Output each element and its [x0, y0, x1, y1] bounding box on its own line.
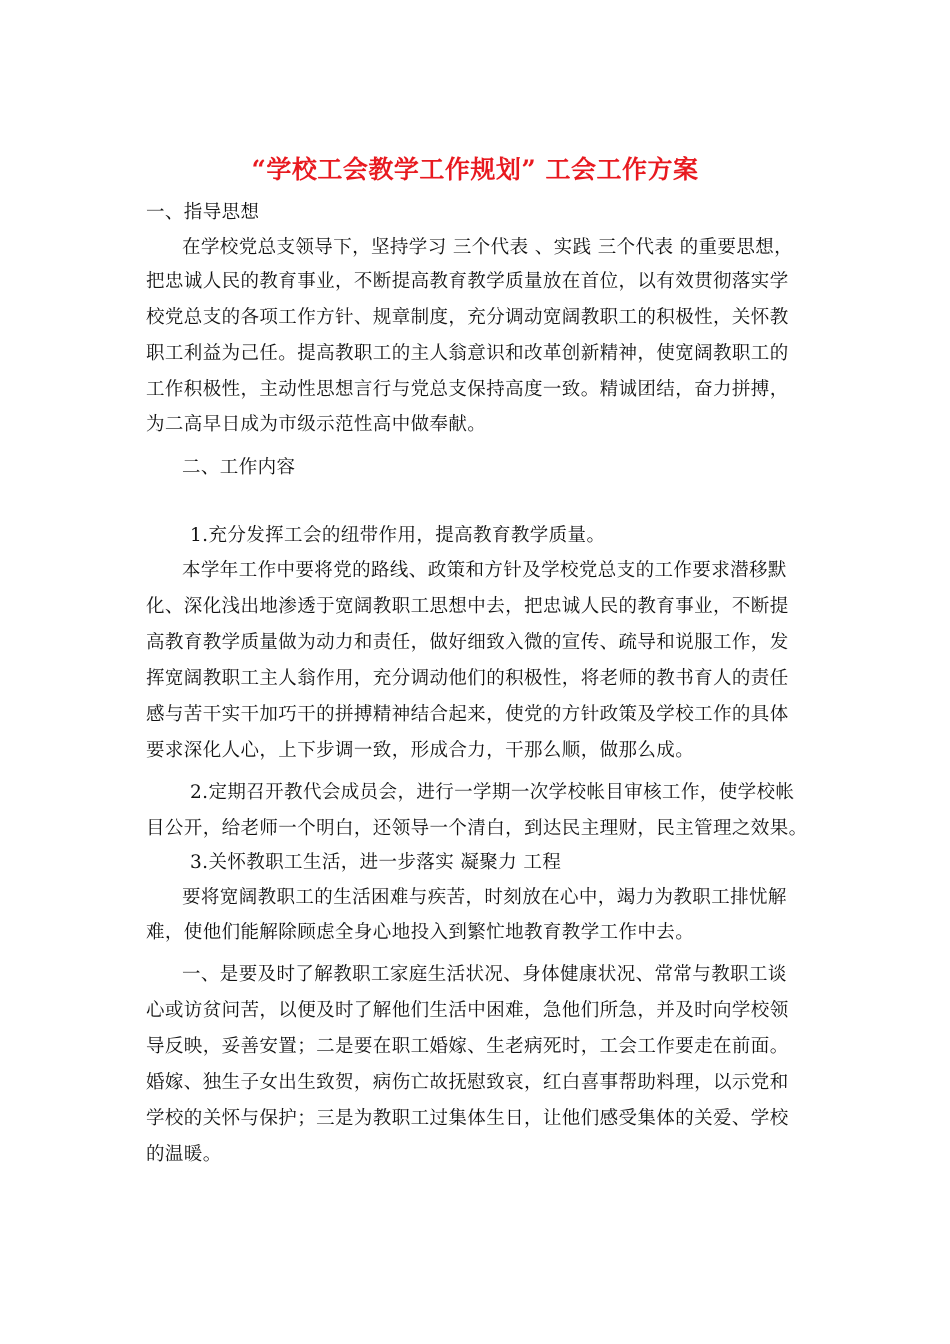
- paragraph-line: 本学年工作中要将党的路线、政策和方针及学校党总支的工作要求潜移默: [182, 560, 787, 581]
- paragraph-line: 心或访贫问苦，以便及时了解他们生活中困难，急他们所急，并及时向学校领: [146, 1000, 789, 1021]
- item-heading-1: 1.充分发挥工会的纽带作用，提高教育教学质量。: [190, 525, 606, 546]
- paragraph-line: 感与苦干实干加巧干的拼搏精神结合起来，使党的方针政策及学校工作的具体: [146, 704, 789, 725]
- paragraph-line: 高教育教学质量做为动力和责任，做好细致入微的宣传、疏导和说服工作，发: [146, 632, 789, 653]
- paragraph-line: 学校的关怀与保护；三是为教职工过集体生日，让他们感受集体的关爱、学校: [146, 1108, 789, 1129]
- paragraph-line: 要求深化人心，上下步调一致，形成合力，干那么顺，做那么成。: [146, 740, 695, 761]
- paragraph-line: 挥宽阔教职工主人翁作用，充分调动他们的积极性，将老师的教书育人的责任: [146, 668, 789, 689]
- item-heading-2: 2.定期召开教代会成员会，进行一学期一次学校帐目审核工作，使学校帐: [190, 782, 795, 803]
- paragraph-line: 的温暖。: [146, 1144, 222, 1165]
- paragraph-line: 把忠诚人民的教育事业，不断提高教育教学质量放在首位，以有效贯彻落实学: [146, 271, 789, 292]
- paragraph-line: 为二高早日成为市级示范性高中做奉献。: [146, 414, 487, 435]
- paragraph-line: 一、是要及时了解教职工家庭生活状况、身体健康状况、常常与教职工谈: [182, 964, 787, 985]
- item-heading-3: 3.关怀教职工生活，进一步落实 凝聚力 工程: [190, 852, 562, 873]
- document-title: “学校工会教学工作规划” 工会工作方案: [251, 155, 699, 184]
- section-heading-work-content: 二、工作内容: [182, 457, 296, 478]
- paragraph-line: 职工利益为己任。提高教职工的主人翁意识和改革创新精神，使宽阔教职工的: [146, 343, 789, 364]
- paragraph-line: 导反映，妥善安置；二是要在职工婚嫁、生老病死时，工会工作要走在前面。: [146, 1036, 789, 1057]
- paragraph-line: 工作积极性，主动性思想言行与党总支保持高度一致。精诚团结，奋力拼搏，: [146, 379, 789, 400]
- paragraph-line: 要将宽阔教职工的生活困难与疾苦，时刻放在心中，竭力为教职工排忧解: [182, 887, 787, 908]
- section-heading-guiding-ideology: 一、指导思想: [146, 202, 260, 223]
- paragraph-line: 化、深化浅出地渗透于宽阔教职工思想中去，把忠诚人民的教育事业，不断提: [146, 596, 789, 617]
- paragraph-line: 在学校党总支领导下，坚持学习 三个代表 、实践 三个代表 的重要思想，: [182, 237, 794, 258]
- paragraph-line: 难，使他们能解除顾虑全身心地投入到繁忙地教育教学工作中去。: [146, 922, 695, 943]
- paragraph-line: 婚嫁、独生子女出生致贺，病伤亡故抚慰致哀，红白喜事帮助料理，以示党和: [146, 1072, 789, 1093]
- paragraph-line: 目公开，给老师一个明白，还领导一个清白，到达民主理财，民主管理之效果。: [146, 818, 808, 839]
- paragraph-line: 校党总支的各项工作方针、规章制度，充分调动宽阔教职工的积极性，关怀教: [146, 307, 789, 328]
